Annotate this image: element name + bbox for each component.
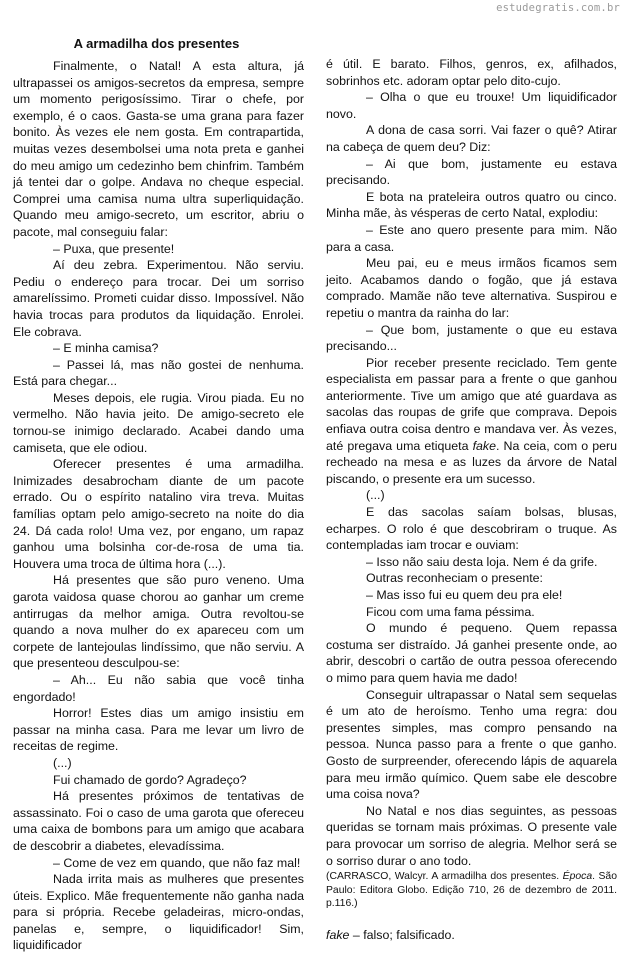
paragraph [13, 58, 304, 241]
paragraph [326, 570, 617, 587]
text-segment: (...) [53, 755, 72, 770]
paragraph [326, 322, 617, 355]
text-segment: E bota na prateleira outros quatro ou cinco. Minha mãe, às vésperas de certo Natal, explodiu: [326, 189, 617, 221]
paragraph [326, 255, 617, 321]
paragraph [326, 620, 617, 686]
paragraph [326, 122, 617, 155]
paragraph [13, 672, 304, 705]
left-column [13, 58, 304, 954]
text-segment: – Isso não saiu desta loja. Nem é da grife. [366, 554, 598, 569]
text-segment: – falso; falsificado. [349, 927, 455, 942]
paragraph [326, 604, 617, 621]
paragraph [13, 456, 304, 572]
paragraph [13, 755, 304, 772]
italic-term: fake [326, 927, 350, 942]
text-segment: No Natal e nos dias seguintes, as pessoas queridas se tornam mais próximas. O presente vale para provocar um sorriso de alegria. Melhor será se o sorriso durar o ano todo. [326, 803, 617, 868]
text-segment: Nada irrita mais as mulheres que presentes úteis. Explico. Mãe frequentemente não ganha nada para si própria. Recebe geladeiras, micro-ondas, panelas e, sempre, o liquidificador! Sim, liquidificador [13, 872, 304, 953]
glossary-note [326, 927, 617, 944]
paragraph [13, 772, 304, 789]
paragraph [326, 355, 617, 488]
text-segment: – Ai que bom, justamente eu estava precisando. [326, 156, 617, 188]
text-segment: A dona de casa sorri. Vai fazer o quê? Atirar na cabeça de quem deu? Diz: [326, 123, 617, 154]
watermark: estudegratis.com.br [496, 2, 620, 14]
paragraph [326, 156, 617, 189]
text-segment: (...) [366, 488, 385, 503]
text-segment: – Olha o que eu trouxe! Um liquidificador novo. [326, 90, 617, 121]
text-segment: Fui chamado de gordo? Agradeço? [53, 772, 247, 787]
right-column [326, 56, 617, 943]
paragraph [13, 705, 304, 755]
paragraph [13, 241, 304, 258]
text-segment: – Passei lá, mas não gostei de nenhuma. Está para chegar... [13, 357, 304, 389]
paragraph [13, 855, 304, 872]
paragraph [326, 89, 617, 122]
text-segment: Há presentes próximos de tentativas de assassinato. Foi o caso de uma garota que ofereceu uma caixa de bombons para um amigo que acabara de descobrir a diabetes, elevadíssima. [13, 789, 304, 853]
text-segment: . Na ceia, com o peru recheado na mesa e as luzes da árvore de Natal piscando, o presente era um sucesso. [326, 438, 618, 486]
text-segment: – Que bom, justamente o que eu estava precisando... [326, 322, 617, 354]
text-segment: E das sacolas saíam bolsas, blusas, echarpes. O rolo é que descobriram o truque. As contempladas iam trocar e ouviam: [326, 505, 617, 553]
paragraph [326, 222, 617, 255]
text-segment: – Puxa, que presente! [53, 241, 175, 256]
text-segment: – E minha camisa? [53, 341, 159, 356]
paragraph [13, 257, 304, 340]
text-segment: . São Paulo: Editora Globo. Edição 710, 26 de dezembro de 2011. p.116.) [326, 871, 617, 910]
paragraph [326, 56, 617, 89]
text-segment: Pior receber presente reciclado. Tem gente especialista em passar para a frente o que ganhou anteriormente. Tive um amigo que até guardava as sacolas das roupas de grife que comprava. Depois enfiava outra coisa dentro e mandava ver. Às vezes, até pregava uma etiqueta [326, 355, 617, 453]
paragraph [326, 504, 617, 554]
text-segment: Outras reconheciam o presente: [366, 571, 544, 586]
citation [326, 870, 617, 911]
text-segment: Oferecer presentes é uma armadilha. Inimizades desabrocham diante de um pacote errado. Ou o espírito natalino vira treva. Muitas famílias optam pelo amigo-secreto na noite do dia 24. Dá cada rolo! Uma vez, por engano, um rapaz ganhou uma bolsinha cor-de-rosa de uma tia. Houvera uma troca de última hora (...). [13, 457, 304, 571]
paragraph [326, 189, 617, 222]
paragraph [13, 340, 304, 357]
text-segment: – Mas isso fui eu quem deu pra ele! [366, 588, 563, 602]
paragraph [13, 357, 304, 390]
text-segment: Ficou com uma fama péssima. [366, 604, 535, 619]
text-segment: Finalmente, o Natal! A esta altura, já ultrapassei os amigos-secretos da empresa, sempre um momento perigosíssimo. Tirar o chefe, por exemplo, é o caos. Gasta-se uma grana para fazer bonito. Às vezes ele nem gosta. Em contrapartida, muitas vezes desembolsei uma nota preta e ganhei do meu amigo um cedezinho bem chinfrim. Também já tentei dar o golpe. Andava no cheque especial. Comprei uma camisa numa ultra superliquidação. Quando meu amigo-secreto, um escritor, abriu o pacote, mal conseguiu falar: [13, 59, 304, 239]
text-segment: Meses depois, ele rugia. Virou piada. Eu no vermelho. Não havia jeito. De amigo-secreto ele tornou-se inimigo declarado. Acabei dando uma camiseta, que ele odiou. [13, 390, 304, 455]
paragraph [326, 554, 617, 571]
text-segment: Aí deu zebra. Experimentou. Não serviu. Pediu o endereço para trocar. Dei um sorriso amarelíssimo. Prometi cuidar disso. Impossível. Não havia trocas para produtos da liquidação. Enrolei. Ele cobrava. [13, 258, 304, 339]
paragraph [13, 390, 304, 456]
article-title: A armadilha dos presentes [73, 36, 240, 51]
text-segment: – Come de vez em quando, que não faz mal! [53, 855, 301, 870]
text-segment: – Ah... Eu não sabia que você tinha engordado! [13, 672, 304, 704]
paragraph [326, 803, 617, 869]
paragraph [13, 788, 304, 854]
text-segment: – Este ano quero presente para mim. Não para a casa. [326, 222, 617, 254]
text-segment: Conseguir ultrapassar o Natal sem sequelas é um ato de heroísmo. Tenho uma regra: dou presentes simples, mas compro pensando na pessoa. Nunca passo para a frente o que ganho. Gosto de surpreender, oferecendo lápis de aquarela para meu irmão químico. Quem sabe ele descobre uma coisa nova? [326, 687, 617, 802]
text-segment: é útil. E barato. Filhos, genros, ex, afilhados, sobrinhos etc. adoram optar pelo dito-cujo. [326, 57, 617, 88]
italic-term: Época [562, 871, 593, 883]
text-segment: O mundo é pequeno. Quem repassa costuma ser distraído. Já ganhei presente onde, ao abrir, descobri o cartão de outra pessoa oferecendo o mimo para quem havia me dado! [326, 621, 617, 685]
paragraph [13, 572, 304, 672]
paragraph [13, 871, 304, 954]
italic-term: fake [472, 438, 496, 453]
text-segment: (CARRASCO, Walcyr. A armadilha dos presentes. [326, 871, 563, 883]
paragraph [326, 687, 617, 803]
paragraph [326, 587, 617, 604]
text-segment: Meu pai, eu e meus irmãos ficamos sem jeito. Acabamos dando o fogão, que já estava comprado. Mamãe não teve alternativa. Suspirou e repetiu o mantra da rainha do lar: [326, 256, 617, 320]
text-segment: Há presentes que são puro veneno. Uma garota vaidosa quase chorou ao ganhar um creme antirrugas da melhor amiga. Outra revoltou-se quando a nova mulher do ex apareceu com um corpete de lantejoulas lindíssimo, que não serviu. A que presenteou desculpou-se: [13, 573, 304, 671]
paragraph [326, 487, 617, 504]
text-segment: Horror! Estes dias um amigo insistiu em passar na minha casa. Para me levar um livro de receitas de regime. [13, 706, 304, 754]
